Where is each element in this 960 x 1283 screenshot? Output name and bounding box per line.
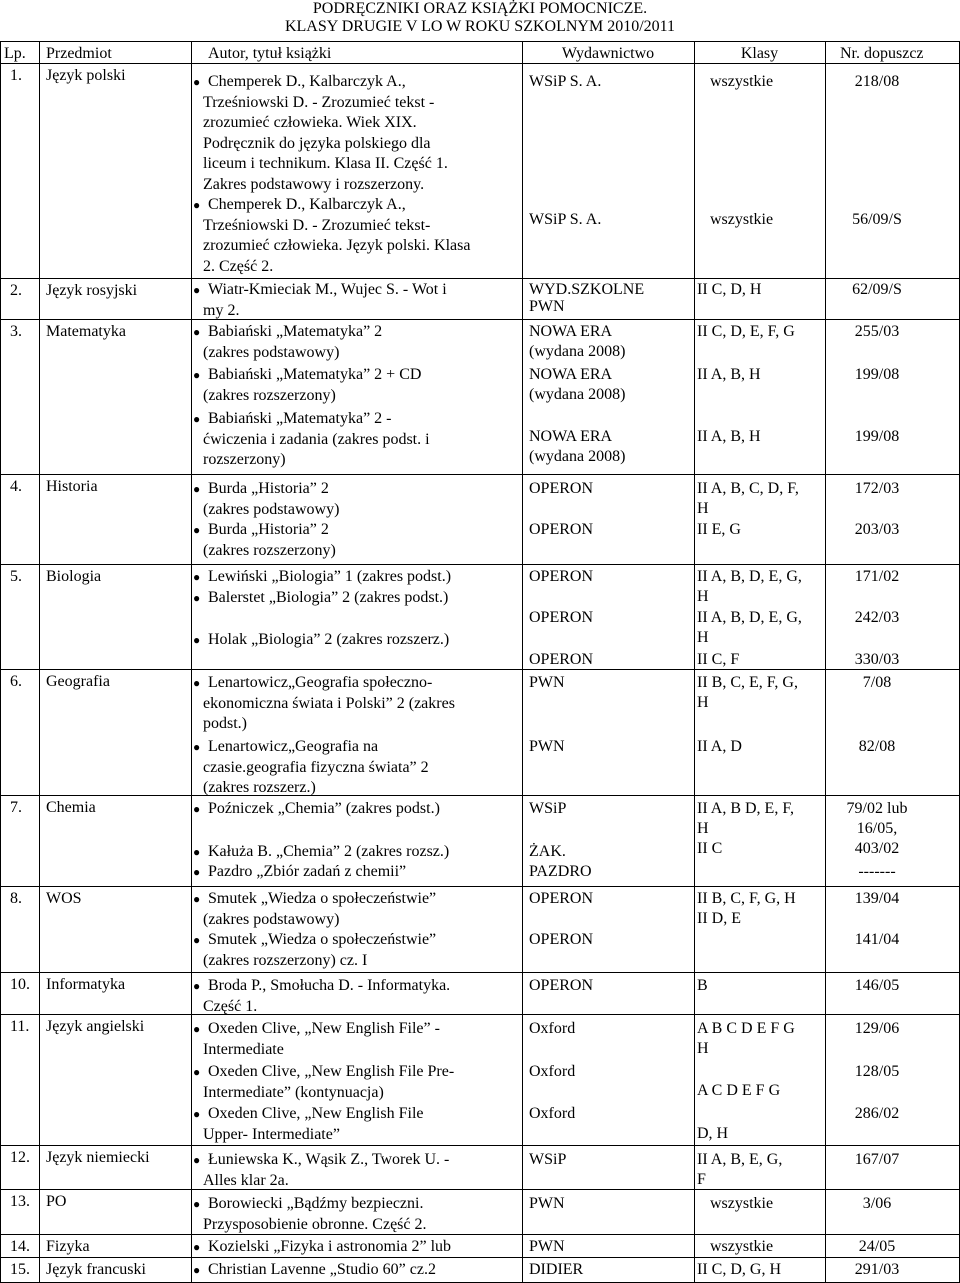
book-title-line: Poźniczek „Chemia” (zakres podst.) (208, 800, 440, 817)
book-title-line: Broda P., Smołucha D. - Informatyka. (208, 977, 451, 994)
bullet-icon: ● (193, 412, 201, 426)
table-row-divider (0, 1145, 960, 1146)
book-title-line: Kałuża B. „Chemia” 2 (zakres rozsz.) (208, 843, 450, 860)
subject-name: Język rosyjski (46, 282, 138, 299)
subject-name: Historia (46, 478, 98, 495)
approval-number: 146/05 (854, 977, 900, 994)
publisher-name: PWN (529, 674, 565, 691)
publisher-name: PWN (529, 738, 565, 755)
publisher-name: WSiP (529, 1151, 567, 1168)
bullet-icon: ● (193, 523, 201, 537)
publisher-name: OPERON (529, 521, 594, 538)
table-column-divider (39, 41, 40, 1283)
approval-number: 56/09/S (852, 211, 902, 228)
approval-number: ------- (858, 863, 896, 880)
approval-number: 167/07 (854, 1151, 900, 1168)
bullet-icon: ● (193, 1197, 201, 1211)
header-lp: Lp. (4, 45, 26, 62)
book-title-line: Część 1. (203, 997, 258, 1015)
page-title: PODRĘCZNIKI ORAZ KSIĄŻKI POMOCNICZE. (312, 0, 648, 17)
class-list: H (697, 588, 709, 605)
bullet-icon: ● (193, 740, 201, 754)
book-title-line: (zakres rozszerzony) cz. I (203, 951, 368, 969)
book-title-line: Balerstet „Biologia” 2 (zakres podst.) (208, 589, 449, 606)
row-number: 11. (10, 1018, 30, 1035)
row-number: 2. (10, 282, 22, 299)
approval-number: 82/08 (858, 738, 896, 755)
approval-number: 172/03 (854, 480, 900, 497)
book-title-line: Christian Lavenne „Studio 60” cz.2 (208, 1261, 436, 1278)
approval-number: 171/02 (854, 568, 900, 585)
bullet-icon: ● (193, 845, 201, 859)
approval-number: 286/02 (854, 1105, 900, 1122)
class-list: A C D E F G (697, 1082, 781, 1099)
class-list: II C, F (697, 651, 740, 668)
book-title-line: ekonomiczna świata i Polski” 2 (zakres (203, 694, 455, 712)
publisher-name: Oxford (529, 1020, 576, 1037)
book-title-line: (zakres podstawowy) (203, 343, 340, 361)
approval-number: 139/04 (854, 890, 900, 907)
bullet-icon: ● (193, 633, 201, 647)
class-list: II C, D, G, H (697, 1261, 781, 1278)
book-title-line: Oxeden Clive, „New English File Pre- (208, 1063, 455, 1080)
bullet-icon: ● (193, 570, 201, 584)
header-subject: Przedmiot (46, 45, 112, 62)
book-title-line: (zakres podstawowy) (203, 500, 340, 518)
book-title-line: Smutek „Wiedza o społeczeństwie” (208, 931, 437, 948)
bullet-icon: ● (193, 482, 201, 496)
book-title-line: zrozumieć człowieka. Wiek XIX. (203, 114, 417, 131)
approval-number: 129/06 (854, 1020, 900, 1037)
row-number: 5. (10, 568, 22, 585)
book-title-line: Kozielski „Fizyka i astronomia 2” lub (208, 1238, 452, 1255)
approval-number: 242/03 (854, 609, 900, 626)
class-list: II C, D, H (697, 281, 762, 298)
table-row-divider (0, 474, 960, 475)
book-title-line: Lenartowicz„Geografia społeczno- (208, 674, 433, 691)
book-title-line: Trześniowski D. - Zrozumieć tekst - (203, 93, 435, 111)
row-number: 10. (10, 976, 30, 993)
class-list: II A, B, E, G, (697, 1151, 783, 1168)
approval-number: 24/05 (858, 1238, 896, 1255)
subject-name: Fizyka (46, 1238, 90, 1255)
publisher-name: WYD.SZKOLNE (529, 281, 645, 298)
publisher-name: (wydana 2008) (529, 343, 626, 360)
subject-name: Język niemiecki (46, 1149, 150, 1166)
subject-name: Język angielski (46, 1018, 145, 1035)
book-title-line: Intermediate” (kontynuacja) (203, 1083, 384, 1101)
class-list: wszystkie (710, 211, 774, 228)
class-list: wszystkie (710, 1195, 774, 1212)
class-list: H (697, 629, 709, 646)
subject-name: Chemia (46, 799, 96, 816)
class-list: II B, C, F, G, H (697, 890, 796, 907)
book-title-line: Zakres podstawowy i rozszerzony. (203, 175, 425, 193)
approval-number: 199/08 (854, 428, 900, 445)
table-column-divider (191, 41, 192, 1283)
publisher-name: Oxford (529, 1063, 576, 1080)
class-list: D, H (697, 1125, 729, 1142)
publisher-name: ŻAK. (529, 843, 566, 860)
class-list: H (697, 1040, 709, 1057)
publisher-name: NOWA ERA (529, 428, 613, 445)
book-title-line: Holak „Biologia” 2 (zakres rozszerz.) (208, 631, 450, 648)
class-list: II D, E (697, 910, 741, 927)
book-title-line: Burda „Historia” 2 (208, 480, 329, 497)
bullet-icon: ● (193, 368, 201, 382)
approval-number: 330/03 (854, 651, 900, 668)
publisher-name: PAZDRO (529, 863, 592, 880)
bullet-icon: ● (193, 75, 201, 89)
book-title-line: my 2. (203, 301, 240, 319)
approval-number: 255/03 (854, 323, 900, 340)
table-row-divider (0, 41, 960, 42)
book-title-line: Upper- Intermediate” (203, 1125, 340, 1143)
table-row-divider (0, 1234, 960, 1235)
book-title-line: Intermediate (203, 1040, 284, 1058)
publisher-name: OPERON (529, 931, 594, 948)
approval-number: 79/02 lub (846, 800, 908, 817)
class-list: II A, B D, E, F, (697, 800, 794, 817)
row-number: 15. (10, 1261, 30, 1278)
row-number: 1. (10, 67, 22, 84)
publisher-name: NOWA ERA (529, 366, 613, 383)
class-list: II C, D, E, F, G (697, 323, 795, 340)
class-list: II A, B, H (697, 366, 761, 383)
table-row-divider (0, 669, 960, 670)
book-title-line: Babiański „Matematyka” 2 - (208, 410, 392, 427)
approval-number: 141/04 (854, 931, 900, 948)
class-list: A B C D E F G (697, 1020, 795, 1037)
bullet-icon: ● (193, 979, 201, 993)
row-number: 8. (10, 890, 22, 907)
approval-number: 218/08 (854, 73, 900, 90)
publisher-name: (wydana 2008) (529, 386, 626, 403)
approval-number: 291/03 (854, 1261, 900, 1278)
publisher-name: WSiP (529, 800, 567, 817)
page-subtitle: KLASY DRUGIE V LO W ROKU SZKOLNYM 2010/2011 (284, 18, 676, 35)
bullet-icon: ● (193, 1107, 201, 1121)
table-row-divider (0, 564, 960, 565)
book-title-line: Łuniewska K., Wąsik Z., Tworek U. - (208, 1151, 450, 1168)
publisher-name: PWN (529, 298, 565, 315)
row-number: 4. (10, 478, 22, 495)
book-title-line: (zakres podstawowy) (203, 910, 340, 928)
subject-name: Informatyka (46, 976, 126, 993)
table-row-divider (0, 1257, 960, 1258)
book-title-line: (zakres rozszerzony) (203, 386, 336, 404)
publisher-name: OPERON (529, 651, 594, 668)
class-list: II A, B, H (697, 428, 761, 445)
publisher-name: OPERON (529, 890, 594, 907)
subject-name: Język polski (46, 67, 126, 84)
class-list: wszystkie (710, 73, 774, 90)
approval-number: 403/02 (854, 840, 900, 857)
book-title-line: Oxeden Clive, „New English File” - (208, 1020, 440, 1037)
subject-name: Język francuski (46, 1261, 146, 1278)
publisher-name: PWN (529, 1238, 565, 1255)
book-title-line: Babiański „Matematyka” 2 (208, 323, 383, 340)
class-list: II B, C, E, F, G, (697, 674, 798, 691)
approval-number: 16/05, (856, 820, 898, 837)
bullet-icon: ● (193, 1263, 201, 1277)
class-list: H (697, 820, 709, 837)
class-list: F (697, 1171, 706, 1188)
approval-number: 199/08 (854, 366, 900, 383)
table-column-divider (522, 41, 523, 1283)
row-number: 13. (10, 1193, 30, 1210)
row-number: 14. (10, 1238, 30, 1255)
book-title-line: Przysposobienie obronne. Część 2. (203, 1215, 427, 1233)
book-title-line: Wiatr-Kmieciak M., Wujec S. - Wot i (208, 281, 447, 298)
bullet-icon: ● (193, 676, 201, 690)
book-title-line: Chemperek D., Kalbarczyk A., (208, 196, 406, 213)
table-row-divider (0, 319, 960, 320)
publisher-name: WSiP S. A. (529, 73, 602, 90)
book-title-line: 2. Część 2. (203, 257, 274, 275)
header-author: Autor, tytuł książki (208, 45, 332, 62)
publisher-name: PWN (529, 1195, 565, 1212)
approval-number: 128/05 (854, 1063, 900, 1080)
bullet-icon: ● (193, 283, 201, 297)
bullet-icon: ● (193, 325, 201, 339)
book-title-line: Chemperek D., Kalbarczyk A., (208, 73, 406, 90)
book-title-line: Borowiecki „Bądźmy bezpieczni. (208, 1195, 424, 1212)
book-title-line: zrozumieć człowieka. Język polski. Klasa (203, 237, 471, 254)
bullet-icon: ● (193, 1240, 201, 1254)
class-list: H (697, 694, 709, 711)
header-publisher: Wydawnictwo (561, 45, 655, 62)
table-column-divider (0, 41, 1, 1283)
approval-number: 203/03 (854, 521, 900, 538)
row-number: 3. (10, 323, 22, 340)
book-title-line: podst.) (203, 715, 247, 732)
class-list: II C (697, 840, 723, 857)
book-title-line: czasie.geografia fizyczna świata” 2 (203, 758, 429, 776)
table-row-divider (0, 1189, 960, 1190)
class-list: II A, B, D, E, G, (697, 568, 802, 585)
header-approval: Nr. dopuszcz (840, 45, 924, 62)
publisher-name: OPERON (529, 568, 594, 585)
bullet-icon: ● (193, 591, 201, 605)
bullet-icon: ● (193, 1022, 201, 1036)
book-title-line: Oxeden Clive, „New English File (208, 1105, 424, 1122)
approval-number: 7/08 (862, 674, 892, 691)
book-title-line: Podręcznik do języka polskiego dla (203, 134, 431, 152)
book-title-line: Lenartowicz„Geografia na (208, 738, 379, 755)
publisher-name: DIDIER (529, 1261, 584, 1278)
book-title-line: Alles klar 2a. (203, 1171, 289, 1189)
table-row-divider (0, 886, 960, 887)
publisher-name: OPERON (529, 977, 594, 994)
subject-name: Matematyka (46, 323, 126, 340)
publisher-name: OPERON (529, 609, 594, 626)
class-list: H (697, 500, 709, 517)
table-row-divider (0, 278, 960, 279)
bullet-icon: ● (193, 198, 201, 212)
book-title-line: Smutek „Wiedza o społeczeństwie” (208, 890, 437, 907)
bullet-icon: ● (193, 892, 201, 906)
book-title-line: Lewiński „Biologia” 1 (zakres podst.) (208, 568, 452, 585)
bullet-icon: ● (193, 802, 201, 816)
table-row-divider (0, 972, 960, 973)
book-title-line: Burda „Historia” 2 (208, 521, 329, 538)
subject-name: PO (46, 1193, 67, 1210)
bullet-icon: ● (193, 1153, 201, 1167)
bullet-icon: ● (193, 1065, 201, 1079)
table-row-divider (0, 795, 960, 796)
publisher-name: OPERON (529, 480, 594, 497)
class-list: II E, G (697, 521, 741, 538)
table-column-divider (694, 41, 695, 1283)
subject-name: Biologia (46, 568, 102, 585)
book-title-line: (zakres rozszerz.) (203, 779, 316, 796)
row-number: 6. (10, 673, 22, 690)
class-list: B (697, 977, 708, 994)
class-list: II A, B, D, E, G, (697, 609, 802, 626)
book-title-line: (zakres rozszerzony) (203, 541, 336, 559)
class-list: wszystkie (710, 1238, 774, 1255)
book-title-line: ćwiczenia i zadania (zakres podst. i (203, 430, 430, 448)
approval-number: 3/06 (862, 1195, 892, 1212)
book-title-line: rozszerzony) (203, 451, 286, 468)
publisher-name: (wydana 2008) (529, 448, 626, 465)
bullet-icon: ● (193, 933, 201, 947)
publisher-name: NOWA ERA (529, 323, 613, 340)
publisher-name: Oxford (529, 1105, 576, 1122)
header-classes: Klasy (740, 45, 779, 62)
approval-number: 62/09/S (852, 281, 902, 298)
bullet-icon: ● (193, 865, 201, 879)
subject-name: WOS (46, 890, 82, 907)
table-row-divider (0, 1014, 960, 1015)
book-title-line: Pazdro „Zbiór zadań z chemii” (208, 863, 407, 880)
book-title-line: liceum i technikum. Klasa II. Część 1. (203, 155, 448, 172)
class-list: II A, B, C, D, F, (697, 480, 799, 497)
publisher-name: WSiP S. A. (529, 211, 602, 228)
row-number: 12. (10, 1149, 30, 1166)
row-number: 7. (10, 799, 22, 816)
class-list: II A, D (697, 738, 742, 755)
book-title-line: Trześniowski D. - Zrozumieć tekst- (203, 216, 431, 234)
book-title-line: Babiański „Matematyka” 2 + CD (208, 366, 422, 383)
subject-name: Geografia (46, 673, 110, 690)
